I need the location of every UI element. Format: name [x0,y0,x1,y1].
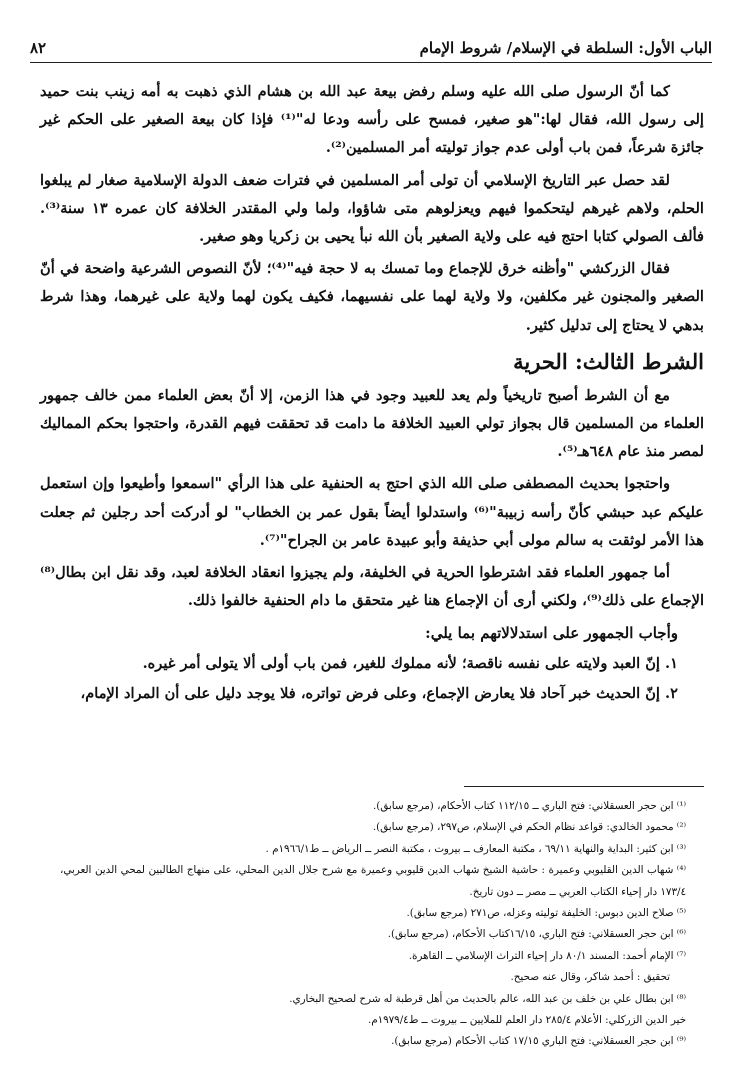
paragraph: فقال الزركشي "وأظنه خرق للإجماع وما تمسك به لا حجة فيه"⁽⁴⁾؛ لأنّ النصوص الشرعية واضحة في أنّ الصغير والمجنون غير مكلفين، ولا ولاية لهما على نفسيهما، فكيف يكون لهما ولاية على غيرهما، وهذا شرط بدهي لا يحتاج إلى تدليل كثير. [40,260,704,334]
footnote: ⁽⁶⁾ ابن حجر العسقلاني: فتح الباري، ١٦/١٥كتاب الأحكام، (مرجع سابق). [387,928,686,941]
footnote-continuation: خير الدين الزركلي: الأعلام ٢٨٥/٤ دار العلم للملايين ــ بيروت ــ ط١٩٧٩/٤م. [367,1014,686,1027]
footnote: ⁽²⁾ محمود الخالدي: قواعد نظام الحكم في الإسلام، ص٢٩٧، (مرجع سابق). [372,821,686,834]
answers-list [40,649,704,709]
list-item: ٢. إنّ الحديث خبر آحاد فلا يعارض الإجماع، وعلى فرض تواتره، فلا يوجد دليل على أن المراد الإمام، [80,685,678,703]
list-item: ١. إنّ العبد ولايته على نفسه ناقصة؛ لأنه مملوك للغير، فمن باب أولى ألا يتولى أمر غيره. [142,655,678,673]
paragraph: كما أنّ الرسول صلى الله عليه وسلم رفض بيعة عبد الله بن هشام الذي ذهبت به أمه زينب بنت حميد إلى رسول الله، فقال لها:"هو صغير، فمسح على رأسه ودعا له"⁽¹⁾ فإذا كان بيعة الصغير على الحكم غير جائزة شرعاً، فمن باب أولى عدم جواز توليته أمر المسلمين⁽²⁾. [40,83,704,157]
footnote: ⁽⁷⁾ الإمام أحمد: المسند ٨٠/١ دار إحياء التراث الإسلامي ــ القاهرة. [408,949,686,962]
page-number: ٨٢ [30,39,47,57]
paragraph: أما جمهور العلماء فقد اشترطوا الحرية في الخليفة، ولم يجيزوا انعقاد الخلافة لعبد، وقد نقل ابن بطال⁽⁸⁾ الإجماع على ذلك⁽⁹⁾، ولكني أرى أن الإجماع هنا غير متحقق ما دام الحنفية خالفوا ذلك. [40,564,704,610]
footnote: ⁽¹⁾ ابن حجر العسقلاني: فتح الباري ــ ١١٢/١٥ كتاب الأحكام، (مرجع سابق). [372,800,686,812]
paragraph: واحتجوا بحديث المصطفى صلى الله الذي احتج به الحنفية على هذا الرأي "اسمعوا وأطيعوا وإن استعمل عليكم عبد حبشي كأنّ رأسه زبيبة"⁽⁶⁾ واستدلوا أيضاً بقول عمر بن الخطاب" لو أدركت أحد رجلين ثم جعلت هذا الأمر لوثقت به سالم مولى أبي حذيفة وأبو عبيدة عامر بن الجراح"⁽⁷⁾. [40,475,704,549]
subheading: وأجاب الجمهور على استدلالاتهم بما يلي: [425,624,678,643]
footnote: ⁽⁵⁾ صلاح الدين دبوس: الخليفة توليته وعزله، ص٢٧١ (مرجع سابق). [406,907,686,920]
section-heading: الشرط الثالث: الحرية [513,348,704,374]
footnote-separator [464,786,704,787]
footnote: ⁽⁹⁾ ابن حجر العسقلاني: فتح الباري ١٧/١٥ كتاب الأحكام (مرجع سابق). [391,1035,686,1048]
paragraph: مع أن الشرط أصبح تاريخياً ولم يعد للعبيد وجود في هذا الزمن، إلا أنّ بعض العلماء ممن خالف جمهور العلماء من المسلمين قال بجواز تولي العبيد الخلافة ما دامت قد تحققت فيهم القدرة، واحتجوا بحكم المماليك لمصر منذ عام ٦٤٨هـ⁽⁵⁾. [40,386,704,461]
running-header [30,34,712,63]
paragraph: لقد حصل عبر التاريخ الإسلامي أن تولى أمر المسلمين في فترات ضعف الدولة الإسلامية صغار لم يبلغوا الحلم، ولاهم غيرهم ليتحكموا فيهم ويعزلوهم متى شاؤوا، ولما ولي المقتدر الخلافة كان عمره ١٣ سنة⁽³⁾. فألف الصولي كتابا احتج فيه على ولاية الصغير بأن الله نبأ يحيى بن زكريا وهو صغير. [40,171,704,246]
footnote: ⁽³⁾ ابن كثير: البداية والنهاية ٦٩/١١ ، مكتبة المعارف ــ بيروت ، مكتبة النصر ــ الرياض ــ ط١٩٦٦/١م . [265,842,686,855]
footnote-continuation: تحقيق : أحمد شاكر، وقال عنه صحيح. [510,971,670,984]
footnote: ⁽⁴⁾ شهاب الدين القليوبي وعميرة : حاشية الشيخ شهاب الدين قليوبي وعميرة مع شرح جلال الدين المحلي، على منهاج الطالبين لمحي الدين العربي، ١٧٣/٤ دار إحياء الكتاب العربي ــ مصر ــ دون تاريخ. [60,864,686,898]
header-title: الباب الأول: السلطة في الإسلام/ شروط الإمام [419,39,712,57]
main-text [40,78,704,709]
footnotes [60,796,686,1053]
footnote: ⁽⁸⁾ ابن بطال علي بن خلف بن عبد الله، عالم بالحديث من أهل قرطبة له شرح لصحيح البخاري. [289,992,686,1005]
